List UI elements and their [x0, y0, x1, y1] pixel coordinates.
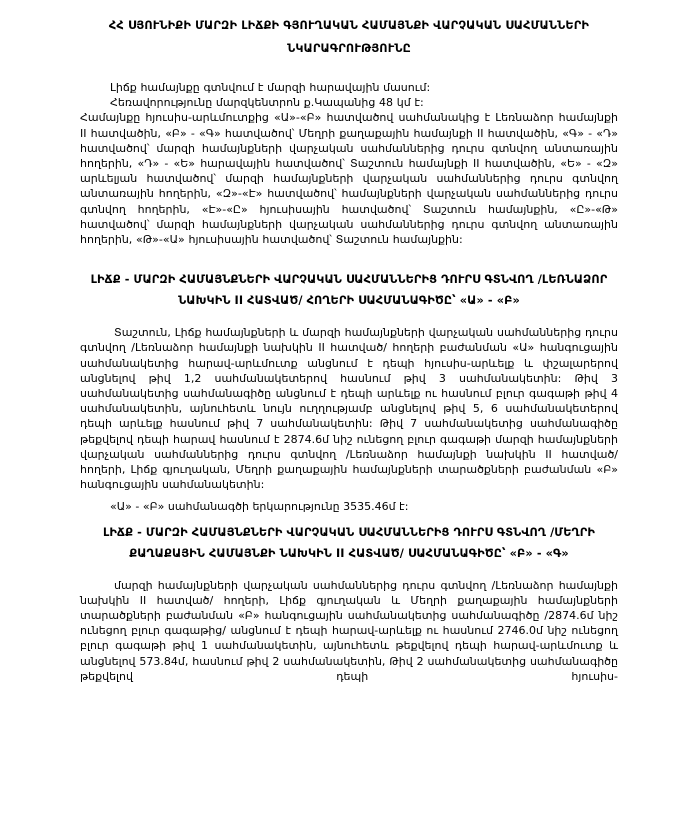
spacer — [80, 311, 618, 325]
page-title-line-1: ՀՀ ՍՅՈՒՆԻՔԻ ՄԱՐԶԻ ԼԻՃՔԻ ԳՅՈՒՂԱԿԱՆ ՀԱՄԱՅՆՔԻ ՎԱՐՉԱԿԱՆ ՍԱՀՄԱՆՆԵՐԻ — [108, 19, 590, 32]
section-2-heading-line-2: ՔԱՂԱՔԱՅԻՆ ՀԱՄԱՅՆՔԻ ՆԱԽԿԻՆ II ՀԱՏՎԱԾ/ ՍԱՀՄԱՆԱԳԻԾԸ՝ «Բ» - «Գ» — [129, 546, 569, 560]
spacer — [80, 564, 618, 578]
page-title-line-2: ՆԿԱՐԱԳՐՈՒԹՅՈՒՆԸ — [287, 42, 411, 55]
section-1-heading — [80, 269, 618, 311]
section-1-closing-line: «Ա» - «Բ» սահմանագծի երկարությունը 3535.46մ է: — [110, 500, 409, 514]
page-title — [80, 14, 618, 60]
section-2-heading-line-1: ԼԻՃՔ - ՄԱՐԶԻ ՀԱՄԱՅՆՔՆԵՐԻ ՎԱՐՉԱԿԱՆ ՍԱՀՄԱՆՆԵՐԻՑ ԴՈՒՐՍ ԳՏՆՎՈՂ /ՄԵՂՐԻ — [103, 525, 595, 539]
section-1-heading-line-2: ՆԱԽԿԻՆ II ՀԱՏՎԱԾ/ ՀՈՂԵՐԻ ՍԱՀՄԱՆԱԳԻԾԸ՝ «Ա» - «Բ» — [178, 294, 520, 308]
section-1-heading-line-1: ԼԻՃՔ - ՄԱՐԶԻ ՀԱՄԱՅՆՔՆԵՐԻ ՎԱՐՉԱԿԱՆ ՍԱՀՄԱՆՆԵՐԻՑ ԴՈՒՐՍ ԳՏՆՎՈՂ /ԼԵՌՆԱՁՈՐ — [90, 273, 608, 287]
intro-line-1: Լիճք համայնքը գտնվում է մարզի հարավային մասում: — [110, 81, 431, 94]
section-2-body: մարզի համայնքների վարչական սահմաններից դուրս գտնվող /Լեռնաձոր համայնքի նախկին II հատված/ հողերի, Լիճք գյուղական և Մեղրի քաղաքային համայնքների տարածքների բաժանման «Բ» հանգուցային սահմանակետից սահմանագիծը /2874.6մ նիշ ունեցող բլուր գագաթից/ անցնում է դեպի հարավ-արևելք ու հասնում 2746.0մ նիշ ունեցող բլուր գագաթի թիվ 1 սահմանակետին, այնուհետև թեքվելով դեպի հարավ-արևմուտք և անցնելով 573.84մ, հասնում թիվ 2 սահմանակետին, Թիվ 2 սահմանակետից սահմանագիծը թեքվելով դեպի հյուսիս- — [80, 578, 618, 683]
overview-paragraph: Համայնքը հյուսիս-արևմուտքից «Ա»-«Բ» հատվածով սահմանակից է Լեռնաձոր համայնքի II հատվածին, «Բ» - «Գ» հատվածով՝ Մեղրի քաղաքային համայնքի II հատվածին, «Գ» - «Դ» հատվածով՝ մարզի համայնքների վարչական սահմաններից դուրս գտնվող անտառային հողերին, «Դ» - «Ե» հարավային հատվածով՝ Տաշտուն համայնքի II հատվածին, «Ե» - «Զ» արևելյան հատվածով՝ մարզի համայնքների վարչական սահմաններից դուրս գտնվող անտառային հողերին, «Զ»-«Է» հատվածով՝ համայնքների վարչական սահմաններից դուրս գտնվող հողերին, «Է»-«Ը» հյուսիսային հատվածով՝ Տաշտուն համայնքին, «Ը»-«Թ» հատվածով՝ մարզի համայնքների վարչական սահմաններից դուրս գտնվող անտառային հողերին, «Թ»-«Ա» հյուսիսային հատվածով՝ Տաշտուն համայնքին: — [80, 111, 618, 247]
intro-line-2: Հեռավորությունը մարզկենտրոն ք.Կապանից 48 կմ է: — [110, 96, 424, 110]
section-2-heading — [80, 522, 618, 564]
section-1-body: Տաշտուն, Լիճք համայնքների և մարզի համայնքների վարչական սահմաններից դուրս գտնվող /Լեռնաձոր համայնքի նախկին II հատված/ հողերի բաժանման «Ա» հանգուցային սահմանակետից հարավ-արևմուտք անցնում է դեպի հյուսիս-արևելք և փշալարերով անցնելով թիվ 1,2 սահմանակետերով հասնում թիվ 3 սահմանակետին: Թիվ 3 սահմանակետից սահմանագիծը անցնում է դեպի արևելք ու հասնում բլուր գագաթի թիվ 4 սահմանակետին, այնուհետև նույն ուղղությամբ անցնելով թիվ 5, 6 սահմանակետերով դեպի արևելք հասնում թիվ 7 սահմանակետին: Թիվ 7 սահմանակետից սահմանագիծը թեքվելով դեպի հարավ հասնում է 2874.6մ նիշ ունեցող բլուր գագաթի մարզի համայնքների վարչական սահմաններից դուրս գտնվող /Լեռնաձոր համայնքի նախկին II հատված/ հողերի, Լիճք գյուղական, Մեղրի քաղաքային համայնքների տարածքների բաժանման «Բ» հանգուցային սահմանակետին: — [80, 326, 618, 492]
spacer — [80, 492, 618, 499]
spacer — [80, 515, 618, 522]
spacer — [80, 247, 618, 269]
spacer — [80, 66, 618, 80]
